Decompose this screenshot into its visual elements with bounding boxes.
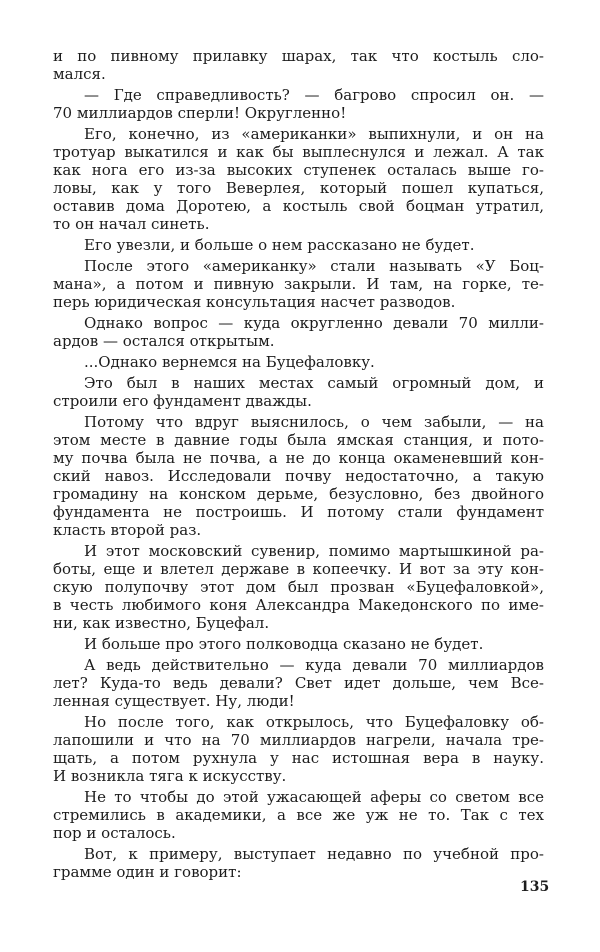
paragraph	[53, 845, 544, 881]
text-line: Его увезли, и больше о нем рассказано не будет.	[84, 236, 475, 254]
text-line: пор и осталось.	[53, 824, 176, 842]
text-line: и по пивному прилавку шарах, так что костыль сло-	[53, 47, 544, 65]
text-line: оставив дома Доротею, а костыль свой боцман утратил,	[53, 197, 544, 215]
text-line: ленная существует. Ну, люди!	[53, 692, 295, 710]
text-line: в честь любимого коня Александра Македонского по име-	[53, 596, 544, 614]
paragraph	[53, 257, 544, 311]
text-line: строили его фундамент дважды.	[53, 392, 312, 410]
paragraph	[53, 788, 544, 842]
text-line: Не то чтобы до этой ужасающей аферы со светом все	[84, 788, 544, 806]
paragraph	[53, 125, 544, 233]
text-line: тротуар выкатился и как бы выплеснулся и лежал. А так	[53, 143, 544, 161]
text-line: И больше про этого полководца сказано не будет.	[84, 635, 484, 653]
text-line: Потому что вдруг выяснилось, о чем забыли, — на	[84, 413, 544, 431]
text-line: как нога его из-за высоких ступенек осталась выше го-	[53, 161, 544, 179]
page-number: 135	[520, 879, 550, 895]
text-line: громадину на конском дерьме, безусловно, без двойного	[53, 485, 544, 503]
text-line: ский навоз. Исследовали почву недостаточно, а такую	[53, 467, 544, 485]
text-line: А ведь действительно — куда девали 70 миллиардов	[84, 656, 544, 674]
paragraph	[53, 635, 544, 653]
text-line: Но после того, как открылось, что Буцефаловку об-	[84, 713, 544, 731]
text-line: этом месте в давние годы была ямская станция, и пото-	[53, 431, 544, 449]
text-line: ардов — остался открытым.	[53, 332, 275, 350]
text-line: перь юридическая консультация насчет разводов.	[53, 293, 456, 311]
text-line: мался.	[53, 65, 106, 83]
text-line: После этого «американку» стали называть «У Боц-	[84, 257, 544, 275]
text-line: стремились в академики, а все же уж не то. Так с тех	[53, 806, 544, 824]
text-line: — Где справедливость? — багрово спросил он. —	[84, 86, 544, 104]
page-body-text	[53, 47, 544, 884]
text-line: лет? Куда-то ведь девали? Свет идет дольше, чем Все-	[53, 674, 544, 692]
text-line: ни, как известно, Буцефал.	[53, 614, 270, 632]
text-line: И возникла тяга к искусству.	[53, 767, 287, 785]
text-line: скую полупочву этот дом был прозван «Буцефаловкой»,	[53, 578, 544, 596]
paragraph	[53, 353, 544, 371]
text-line: щать, а потом рухнула у нас истошная вера в науку.	[53, 749, 544, 767]
text-line: боты, еще и влетел державе в копеечку. И вот за эту кон-	[53, 560, 544, 578]
text-line: Однако вопрос — куда округленно девали 70 милли-	[84, 314, 544, 332]
text-line: фундамента не построишь. И потому стали фундамент	[53, 503, 544, 521]
paragraph	[53, 542, 544, 632]
paragraph	[53, 413, 544, 539]
paragraph	[53, 86, 544, 122]
text-line: Его, конечно, из «американки» выпихнули, и он на	[84, 125, 544, 143]
paragraph	[53, 656, 544, 710]
text-line: ловы, как у того Веверлея, который пошел купаться,	[53, 179, 544, 197]
text-line: И этот московский сувенир, помимо мартышкиной ра-	[84, 542, 544, 560]
text-line: Вот, к примеру, выступает недавно по учебной про-	[84, 845, 544, 863]
text-line: грамме один и говорит:	[53, 863, 242, 881]
text-line: класть второй раз.	[53, 521, 202, 539]
paragraph	[53, 713, 544, 785]
text-line: 70 миллиардов сперли! Округленно!	[53, 104, 347, 122]
paragraph	[53, 47, 544, 83]
paragraph	[53, 236, 544, 254]
paragraph	[53, 374, 544, 410]
text-line: Это был в наших местах самый огромный дом, и	[84, 374, 544, 392]
text-line: то он начал синеть.	[53, 215, 210, 233]
paragraph	[53, 314, 544, 350]
text-line: ...Однако вернемся на Буцефаловку.	[84, 353, 375, 371]
text-line: лапошили и что на 70 миллиардов нагрели, начала тре-	[53, 731, 544, 749]
text-line: му почва была не почва, а не до конца окаменевший кон-	[53, 449, 544, 467]
text-line: мана», а потом и пивную закрыли. И там, на горке, те-	[53, 275, 544, 293]
